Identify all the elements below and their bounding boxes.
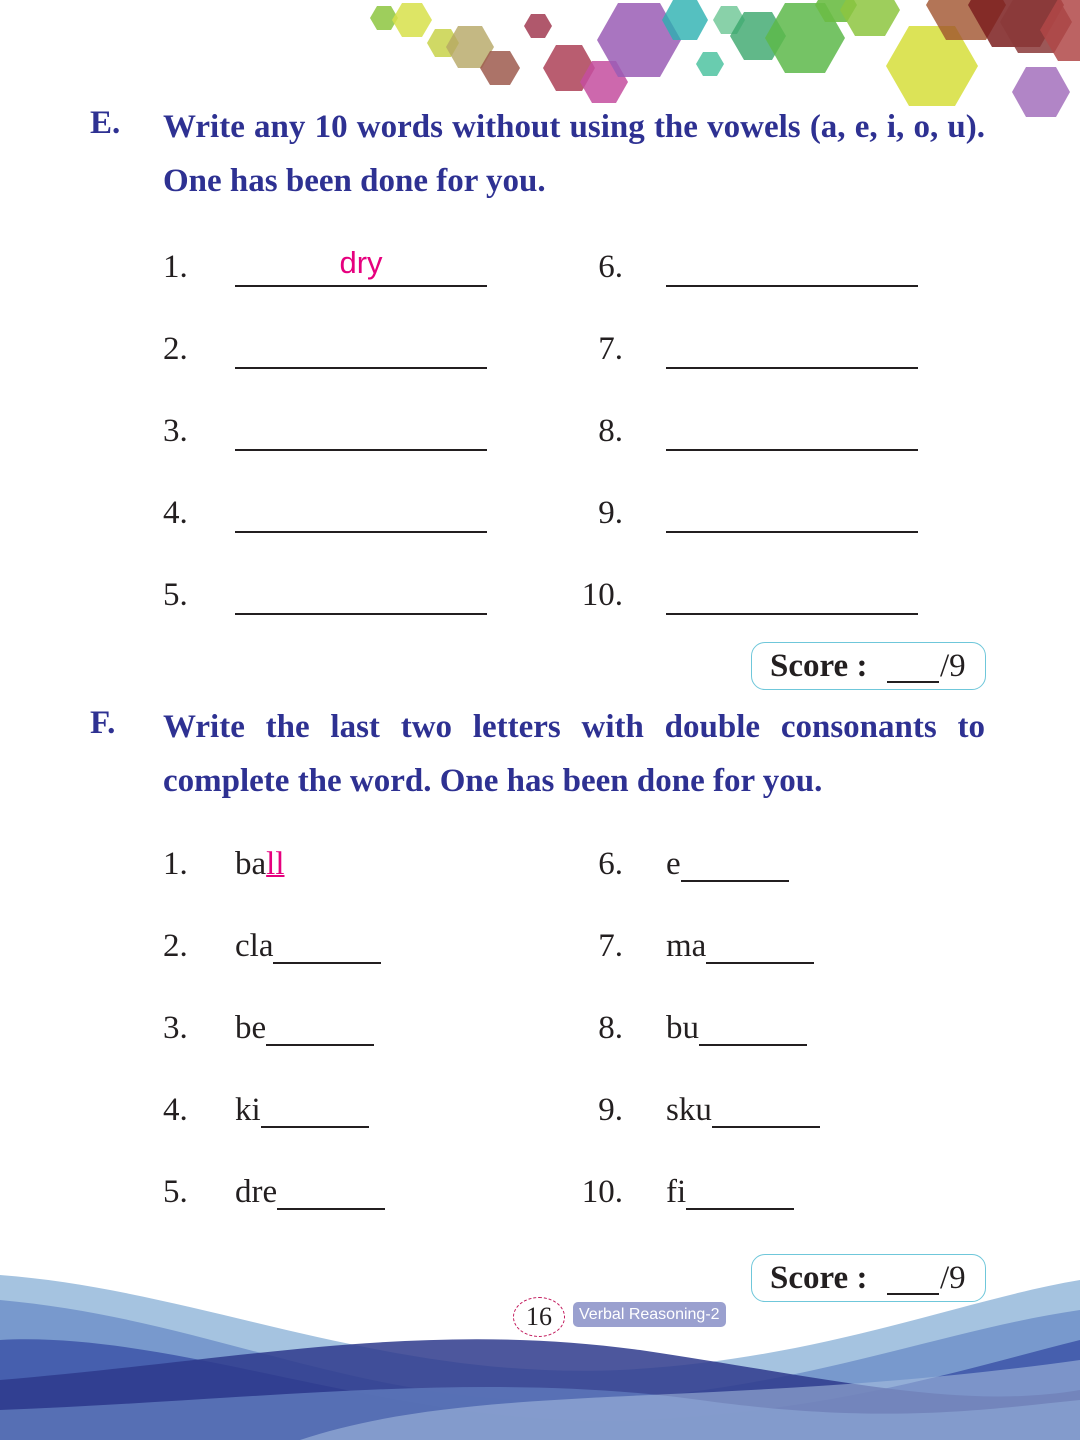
score-total: /9 xyxy=(940,648,966,684)
score-box xyxy=(751,1254,986,1302)
answer-blank[interactable] xyxy=(699,1006,807,1046)
item-number: 1. xyxy=(163,249,188,285)
item-number: 2. xyxy=(163,331,188,367)
item-number: 3. xyxy=(163,1010,188,1046)
score-blank[interactable] xyxy=(887,1259,939,1295)
word-stem: fi xyxy=(666,1174,687,1210)
item-number: 7. xyxy=(598,331,623,367)
answer-text: dry xyxy=(339,245,383,280)
word-stem: ba xyxy=(235,846,267,882)
section-f-letter: F. xyxy=(90,705,116,741)
list-item xyxy=(163,1006,493,1050)
answer-blank[interactable] xyxy=(235,573,487,615)
score-total: /9 xyxy=(940,1260,966,1296)
item-number: 10. xyxy=(581,1174,623,1210)
item-number: 8. xyxy=(598,413,623,449)
answer-blank[interactable] xyxy=(712,1088,820,1128)
hexagon-shape xyxy=(392,3,432,37)
answer-blank[interactable] xyxy=(666,245,918,287)
score-label: Score : xyxy=(770,648,868,684)
score-box xyxy=(751,642,986,690)
word-stem: dre xyxy=(235,1174,278,1210)
word-stem: be xyxy=(235,1010,267,1046)
item-number: 4. xyxy=(163,495,188,531)
item-number: 4. xyxy=(163,1092,188,1128)
answer-blank[interactable] xyxy=(277,1170,385,1210)
item-number: 6. xyxy=(598,249,623,285)
word-stem: cla xyxy=(235,928,274,964)
list-item xyxy=(579,245,924,289)
list-item xyxy=(579,409,924,453)
hexagon-shape xyxy=(524,14,552,38)
answer-blank[interactable] xyxy=(666,573,918,615)
answer-blank[interactable] xyxy=(235,409,487,451)
item-number: 6. xyxy=(598,846,623,882)
word-stem: ki xyxy=(235,1092,261,1128)
list-item xyxy=(579,1006,924,1050)
item-number: 9. xyxy=(598,495,623,531)
list-item xyxy=(163,924,493,968)
list-item xyxy=(579,1170,924,1214)
item-number: 8. xyxy=(598,1010,623,1046)
answer-blank[interactable] xyxy=(261,1088,369,1128)
answer-blank[interactable] xyxy=(235,245,487,287)
score-blank[interactable] xyxy=(887,647,939,683)
word-stem: e xyxy=(666,846,681,882)
list-item xyxy=(163,491,493,535)
list-item xyxy=(579,1088,924,1132)
answer-blank[interactable] xyxy=(681,842,789,882)
item-number: 3. xyxy=(163,413,188,449)
list-item xyxy=(579,491,924,535)
answer-blank[interactable] xyxy=(266,1006,374,1046)
answer-blank[interactable] xyxy=(235,491,487,533)
list-item xyxy=(163,1170,493,1214)
list-item xyxy=(163,409,493,453)
list-item xyxy=(163,842,493,886)
section-f-instruction: Write the last two letters with double consonants to complete the word. One has been done for you. xyxy=(163,709,985,799)
list-item xyxy=(163,327,493,371)
section-e-letter: E. xyxy=(90,105,121,141)
answer-blank[interactable] xyxy=(666,491,918,533)
word-stem: ma xyxy=(666,928,707,964)
answer-blank[interactable] xyxy=(273,924,381,964)
answer-blank[interactable] xyxy=(706,924,814,964)
answer-blank[interactable] xyxy=(235,327,487,369)
answer-blank[interactable] xyxy=(666,327,918,369)
item-number: 10. xyxy=(581,577,623,613)
item-number: 1. xyxy=(163,846,188,882)
answer-blank[interactable] xyxy=(686,1170,794,1210)
item-number: 7. xyxy=(598,928,623,964)
book-title-badge: Verbal Reasoning-2 xyxy=(573,1302,726,1327)
list-item xyxy=(579,573,924,617)
word-stem: bu xyxy=(666,1010,699,1046)
list-item xyxy=(163,573,493,617)
list-item xyxy=(579,327,924,371)
score-label: Score : xyxy=(770,1260,868,1296)
list-item xyxy=(579,924,924,968)
hexagon-shape xyxy=(840,0,900,36)
section-e-instruction: Write any 10 words without using the vowels (a, e, i, o, u). One has been done for you. xyxy=(163,109,985,199)
list-item xyxy=(163,1088,493,1132)
item-number: 9. xyxy=(598,1092,623,1128)
item-number: 5. xyxy=(163,1174,188,1210)
word-stem: sku xyxy=(666,1092,712,1128)
hexagon-shape xyxy=(696,52,724,76)
answer-text: ll xyxy=(266,846,285,882)
hexagon-shape xyxy=(1012,67,1070,117)
item-number: 2. xyxy=(163,928,188,964)
item-number: 5. xyxy=(163,577,188,613)
answer-blank[interactable] xyxy=(666,409,918,451)
page-number: 16 xyxy=(513,1297,565,1337)
list-item xyxy=(163,245,493,289)
list-item xyxy=(579,842,924,886)
